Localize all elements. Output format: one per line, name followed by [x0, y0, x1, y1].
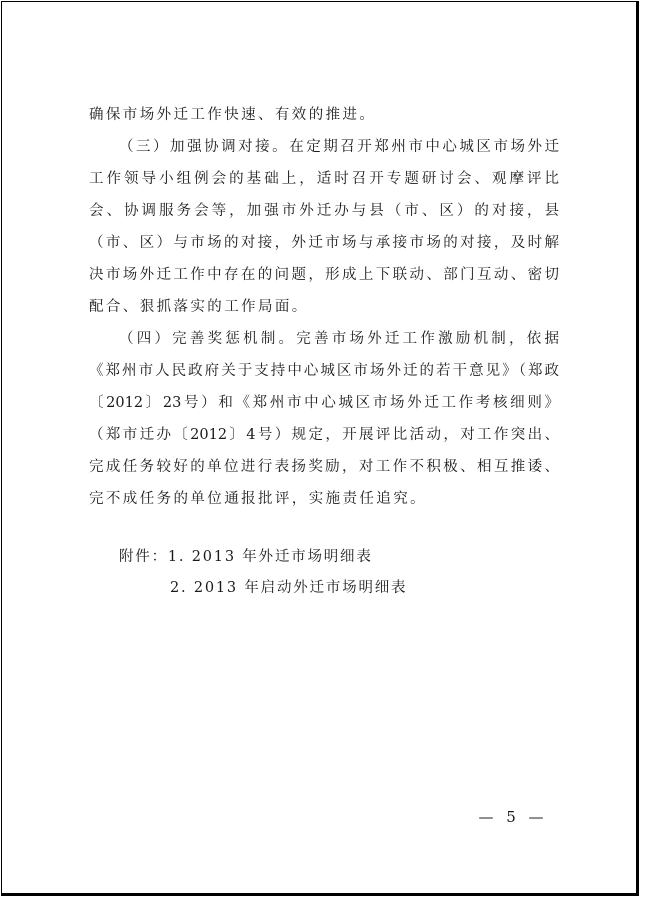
paragraph-line: （市、区）与市场的对接，外迁市场与承接市场的对接，及时解 [89, 235, 559, 251]
paragraph-line: 完成任务较好的单位进行表扬奖励，对工作不积极、相互推诿、 [89, 459, 559, 475]
paragraph-line: 决市场外迁工作中存在的问题，形成上下联动、部门互动、密切 [89, 267, 559, 283]
attachment-line-2: 2. 2013 年启动外迁市场明细表 [170, 580, 408, 596]
paragraph-line: 会、协调服务会等，加强市外迁办与县（市、区）的对接，县 [89, 203, 559, 219]
paragraph-line: 《郑州市人民政府关于支持中心城区市场外迁的若干意见》（郑政 [89, 363, 559, 379]
paragraph-line: （三）加强协调对接。在定期召开郑州市中心城区市场外迁 [119, 139, 559, 155]
paragraph-line: 工作领导小组例会的基础上，适时召开专题研讨会、观摩评比 [89, 171, 559, 187]
paragraph-line: （四）完善奖惩机制。完善市场外迁工作激励机制，依据 [119, 331, 559, 347]
paragraph-line: （郑市迁办〔2012〕4号）规定，开展评比活动，对工作突出、 [89, 427, 559, 443]
page [1, 1, 639, 896]
attachment-line-1: 附件：1. 2013 年外迁市场明细表 [119, 549, 373, 565]
spacer [89, 515, 559, 542]
paragraph-line: 完不成任务的单位通报批评，实施责任追究。 [89, 491, 427, 507]
paragraph-line: 配合、狠抓落实的工作局面。 [89, 299, 309, 315]
paragraph-line: 〔2012〕23号）和《郑州市中心城区市场外迁工作考核细则》 [89, 395, 559, 411]
paragraph-line: 确保市场外迁工作快速、有效的推进。 [89, 107, 377, 123]
page-number: — 5 — [478, 808, 548, 826]
document-body [89, 99, 559, 604]
